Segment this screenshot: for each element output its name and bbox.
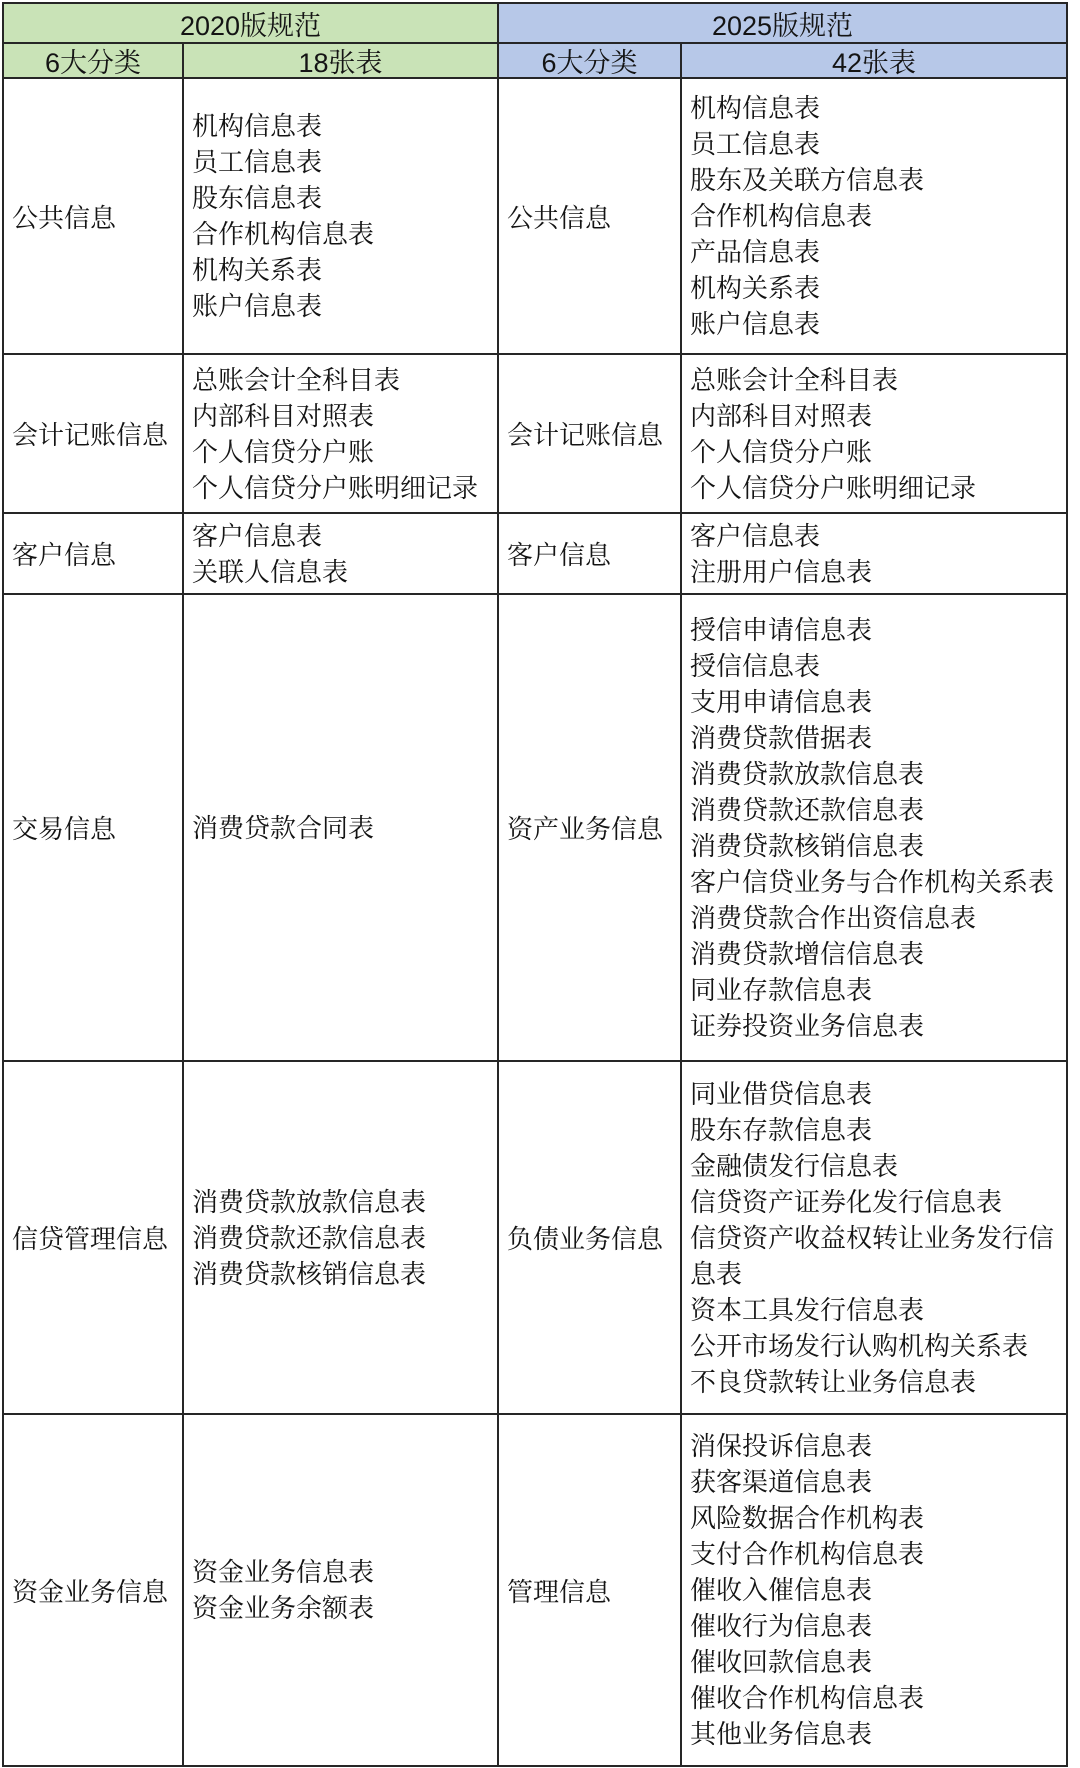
table-name: 总账会计全科目表 [192,364,401,395]
table-name: 员工信息表 [690,129,821,159]
table-name: 个人信贷分户账 [690,436,873,467]
table-name: 股东及关联方信息表 [690,165,925,195]
header-2020-category-count: 6大分类 [4,44,184,79]
right-category-cell [499,514,682,595]
table-name: 消费贷款放款信息表 [690,758,925,789]
table-row [4,355,1068,514]
left-tables-cell [184,1415,499,1767]
right-category-cell [499,1062,682,1415]
category-label: 管理信息 [507,1576,612,1607]
table-name: 催收入催信息表 [690,1575,873,1605]
table-row [4,79,1068,355]
table-name: 内部科目对照表 [690,400,873,431]
table-name: 支用申请信息表 [690,686,873,717]
table-name: 催收合作机构信息表 [690,1683,925,1713]
table-name: 金融债发行信息表 [690,1150,899,1181]
category-label: 公共信息 [12,202,117,233]
table-name: 其他业务信息表 [690,1719,873,1749]
table-name: 合作机构信息表 [192,219,375,249]
table-name: 账户信息表 [192,291,323,321]
left-category-cell [4,355,184,514]
right-category-cell [499,1415,682,1767]
table-name: 消费贷款合同表 [192,812,375,843]
left-category-cell [4,1415,184,1767]
table-name: 关联人信息表 [192,556,349,587]
table-name: 资金业务信息表 [192,1557,375,1587]
table-name: 同业存款信息表 [690,974,873,1005]
table-name: 资本工具发行信息表 [690,1294,925,1325]
right-category-cell [499,355,682,514]
category-label: 负债业务信息 [507,1224,664,1254]
table-name: 支付合作机构信息表 [690,1539,925,1569]
subheader-row [4,44,1068,79]
category-label: 资产业务信息 [507,814,664,844]
table-name: 员工信息表 [192,147,323,177]
table-row [4,1415,1068,1767]
table-name: 资金业务余额表 [192,1593,375,1623]
table-name: 消费贷款还款信息表 [690,794,925,825]
table-name: 消费贷款核销信息表 [690,830,925,861]
category-label: 会计记账信息 [12,420,169,450]
right-category-cell [499,79,682,355]
table-name: 个人信贷分户账明细记录 [690,472,977,503]
table-name: 同业借贷信息表 [690,1078,873,1109]
table-name: 注册用户信息表 [690,556,873,587]
table-name: 消费贷款合作出资信息表 [690,902,977,933]
category-label: 会计记账信息 [507,420,664,450]
table-name: 内部科目对照表 [192,400,375,431]
left-category-cell [4,1062,184,1415]
table-name: 消费贷款核销信息表 [192,1258,427,1289]
title-header-row [4,4,1068,44]
right-tables-cell [682,1415,1068,1767]
table-name: 信贷资产收益权转让业务发行信息表 [690,1222,1055,1289]
table-row [4,514,1068,595]
table-name: 机构关系表 [690,273,821,303]
table-name: 授信申请信息表 [690,614,873,645]
table-name: 客户信贷业务与合作机构关系表 [690,866,1055,897]
table-name: 机构信息表 [690,93,821,123]
left-tables-cell [184,595,499,1062]
left-category-cell [4,514,184,595]
table-name: 获客渠道信息表 [690,1467,873,1497]
category-label: 客户信息 [12,540,117,570]
spec-comparison-table [2,2,1068,1767]
right-tables-cell [682,595,1068,1062]
table-name: 个人信贷分户账 [192,436,375,467]
table-name: 个人信贷分户账明细记录 [192,472,479,503]
header-2025-table-count: 42张表 [682,44,1068,79]
right-tables-cell [682,514,1068,595]
left-category-cell [4,79,184,355]
table-name: 总账会计全科目表 [690,364,899,395]
table-name: 消费贷款放款信息表 [192,1186,427,1217]
table-name: 消保投诉信息表 [690,1431,873,1461]
right-tables-cell [682,1062,1068,1415]
left-tables-cell [184,514,499,595]
table-name: 股东信息表 [192,183,323,213]
table-name: 催收行为信息表 [690,1611,873,1641]
header-2025-title: 2025版规范 [499,4,1068,44]
category-label: 客户信息 [507,540,612,570]
table-name: 风险数据合作机构表 [690,1503,925,1533]
left-category-cell [4,595,184,1062]
table-name: 客户信息表 [690,520,821,551]
header-2020-table-count: 18张表 [184,44,499,79]
table-name: 合作机构信息表 [690,201,873,231]
right-tables-cell [682,355,1068,514]
header-2020-title: 2020版规范 [4,4,499,44]
table-name: 机构关系表 [192,255,323,285]
table-name: 授信信息表 [690,650,821,681]
table-name: 不良贷款转让业务信息表 [690,1366,977,1397]
table-row [4,595,1068,1062]
table-name: 消费贷款还款信息表 [192,1222,427,1253]
table-name: 产品信息表 [690,237,821,267]
left-tables-cell [184,1062,499,1415]
category-label: 交易信息 [12,814,117,844]
category-label: 信贷管理信息 [12,1224,169,1254]
table-row [4,1062,1068,1415]
category-label: 资金业务信息 [12,1576,169,1607]
table-name: 机构信息表 [192,111,323,141]
table-name: 股东存款信息表 [690,1114,873,1145]
right-tables-cell [682,79,1068,355]
category-label: 公共信息 [507,202,612,233]
table-name: 账户信息表 [690,309,821,339]
table-name: 信贷资产证券化发行信息表 [690,1186,1003,1217]
table-name: 公开市场发行认购机构关系表 [690,1330,1029,1361]
header-2025-category-count: 6大分类 [499,44,682,79]
table-name: 消费贷款增信信息表 [690,938,925,969]
table-name: 证券投资业务信息表 [690,1010,925,1041]
table-name: 催收回款信息表 [690,1647,873,1677]
left-tables-cell [184,79,499,355]
right-category-cell [499,595,682,1062]
table-name: 消费贷款借据表 [690,722,873,753]
table-name: 客户信息表 [192,520,323,551]
left-tables-cell [184,355,499,514]
